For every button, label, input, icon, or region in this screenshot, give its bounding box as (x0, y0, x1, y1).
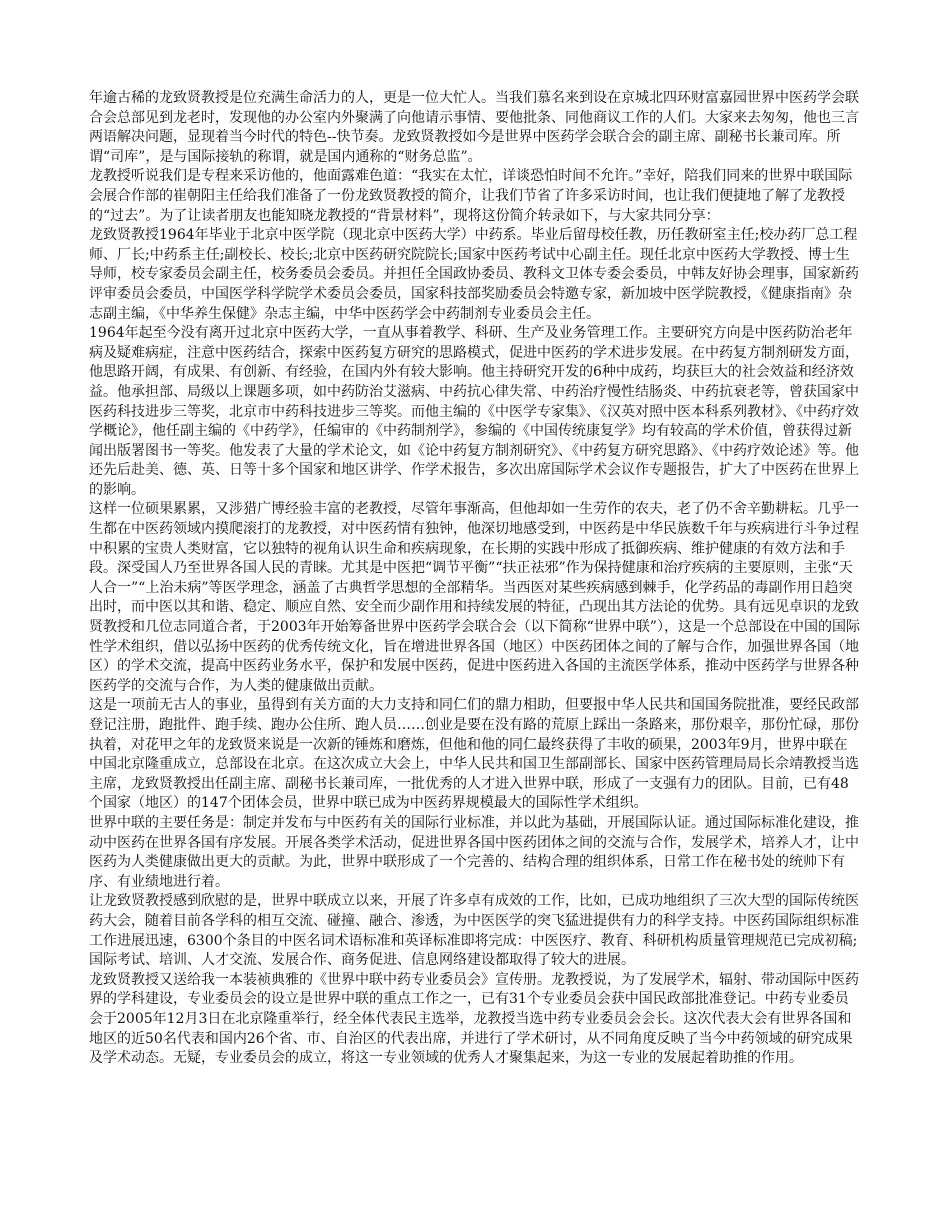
paragraph-9: 龙致贤教授又送给我一本装祯典雅的《世界中联中药专业委员会》宣传册。龙教授说，为了发展学术，辐射、带动国际中医药界的学科建设，专业委员会的设立是世界中联的重点工作之一，已有31个专业委员会获中国民政部批准登记。中药专业委员会于2005年12月3日在北京隆重举行，经全体代表民主选举，龙教授当选中药专业委员会会长。这次代表大会有世界各国和地区的近50名代表和国内26个省、市、自治区的代表出席，并进行了学术研讨，从不同角度反映了当今中药领域的研究成果及学术动态。无疑，专业委员会的成立，将这一专业领域的优秀人才聚集起来，为这一专业的发展起着助推的作用。 (89, 971, 859, 1067)
paragraph-3: 龙致贤教授1964年毕业于北京中医学院（现北京中医药大学）中药系。毕业后留母校任教，历任教研室主任;校办药厂总工程师、厂长;中药系主任;副校长、校长;北京中医药研究院院长;国家中医药考试中心副主任。现任北京中医药大学教授、博士生导师，校专家委员会副主任，校务委员会委员。并担任全国政协委员、教科文卫体专委会委员，中韩友好协会理事，国家新药评审委员会委员，中国医学科学院学术委员会委员，国家科技部奖励委员会特邀专家，新加坡中医学院教授，《健康指南》杂志副主编，《中华养生保健》杂志主编，中华中医药学会中药制剂专业委员会主任。 (89, 227, 859, 322)
paragraph-6: 这是一项前无古人的事业，虽得到有关方面的大力支持和同仁们的鼎力相助，但要报中华人民共和国国务院批准，要经民政部登记注册，跑批件、跑手续、跑办公住所、跑人员……创业是要在没有路的荒原上踩出一条路来，那份艰辛，那份忙碌，那份执着，对花甲之年的龙致贤来说是一次新的锤炼和磨炼，但他和他的同仁最终获得了丰收的硕果，2003年9月，世界中联在中国北京隆重成立，总部设在北京。在这次成立大会上，中华人民共和国卫生部副部长、国家中医药管理局局长佘靖教授当选主席，龙致贤教授出任副主席、副秘书长兼司库，一批优秀的人才进入世界中联，形成了一支强有力的团队。目前，已有48个国家（地区）的147个团体会员，世界中联已成为中医药界规模最大的国际性学术组织。 (89, 697, 859, 812)
paragraph-7: 世界中联的主要任务是：制定并发布与中医药有关的国际行业标准，并以此为基础，开展国际认证。通过国际标准化建设，推动中医药在世界各国有序发展。开展各类学术活动，促进世界各国中医药团体之间的交流与合作，发展学术，培养人才，让中医药为人类健康做出更大的贡献。为此，世界中联形成了一个完善的、结构合理的组织体系，日常工作在秘书处的统帅下有序、有业绩地进行着。 (89, 814, 859, 890)
paragraph-5: 这样一位硕果累累，又涉猎广博经验丰富的老教授，尽管年事渐高，但他却如一生劳作的农夫，老了仍不舍辛勤耕耘。几乎一生都在中医药领域内摸爬滚打的龙教授，对中医药情有独钟，他深切地感受到，中医药是中华民族数千年与疾病进行斗争过程中积累的宝贵人类财富，它以独特的视角认识生命和疾病现象，在长期的实践中形成了抵御疾病、维护健康的有效方法和手段。深受国人乃至世界各国人民的青睐。尤其是中医把“调节平衡”“扶正祛邪”作为保持健康和治疗疾病的主要原则，主张“天人合一”“上治未病”等医学理念，涵盖了古典哲学思想的全部精华。当西医对某些疾病感到棘手，化学药品的毒副作用日趋突出时，而中医以其和谐、稳定、顺应自然、安全而少副作用和持续发展的特征，凸现出其方法论的优势。具有远见卓识的龙致贤教授和几位志同道合者，于2003年开始筹备世界中医药学会联合会（以下简称“世界中联”），这是一个总部设在中国的国际性学术组织，借以弘扬中医药的优秀传统文化，旨在增进世界各国（地区）中医药团体之间的了解与合作，加强世界各国（地区）的学术交流，提高中医药业务水平，保护和发展中医药，促进中医药进入各国的主流医学体系，推动中医药学与世界各种医药学的交流与合作，为人类的健康做出贡献。 (89, 501, 860, 694)
paragraph-1: 年逾古稀的龙致贤教授是位充满生命活力的人，更是一位大忙人。当我们慕名来到设在京城北四环财富嘉园世界中医药学会联合会总部见到龙老时，发现他的办公室内外聚满了向他请示事情、要他批条、同他商议工作的人们。大家来去匆匆，他也三言两语解决问题，显现着当今时代的特色--快节奏。龙致贤教授如今是世界中医药学会联合会的副主席、副秘书长兼司库。所谓“司库”，是与国际接轨的称谓，就是国内通称的“财务总监”。 (89, 90, 859, 165)
paragraph-2: 龙教授听说我们是专程来采访他的，他面露难色道：“我实在太忙，详谈恐怕时间不允许。”幸好，陪我们同来的世界中联国际会展合作部的崔朝阳主任给我们准备了一份龙致贤教授的简介，让我们节省了许多采访时间，也让我们便捷地了解了龙教授的“过去”。为了让读者朋友也能知晓龙教授的“背景材料”，现将这份简介转录如下，与大家共同分享： (89, 168, 853, 224)
article-body (89, 89, 861, 1069)
paragraph-8: 让龙致贤教授感到欣慰的是，世界中联成立以来，开展了许多卓有成效的工作，比如，已成功地组织了三次大型的国际传统医药大会，随着目前各学科的相互交流、碰撞、融合、渗透，为中医医学的突飞猛进提供有力的科学支持。中医药国际组织标准工作进展迅速，6300个条目的中医名词术语标准和英译标准即将完成：中医医疗、教育、科研机构质量管理规范已完成初稿;国际考试、培训、人才交流、发展合作、商务促进、信息网络建设都取得了较大的进展。 (89, 893, 859, 969)
paragraph-4: 1964年起至今没有离开过北京中医药大学，一直从事着教学、科研、生产及业务管理工作。主要研究方向是中医药防治老年病及疑难病症，注意中医药结合，探索中医药复方研究的思路模式，促进中医药的学术进步发展。在中药复方制剂研发方面，他思路开阔，有成果、有创新、有经验，在国内外有较大影响。他主持研究开发的6种中成药，均获巨大的社会效益和经济效益。他承担部、局级以上课题多项，如中药防治艾滋病、中药抗心律失常、中药治疗慢性结肠炎、中药抗衰老等，曾获国家中医药科技进步三等奖，北京市中药科技进步三等奖。而他主编的《中医学专家集》、《汉英对照中医本科系列教材》、《中药疗效学概论》，他任副主编的《中药学》，任编审的《中药制剂学》，参编的《中国传统康复学》均有较高的学术价值，曾获得过新闻出版署图书一等奖。他发表了大量的学术论文，如《论中药复方制剂研究》、《中药复方研究思路》、《中药疗效论述》等。他还先后赴美、德、英、日等十多个国家和地区讲学、作学术报告，多次出席国际学术会议作专题报告，扩大了中医药在世界上的影响。 (89, 325, 859, 498)
